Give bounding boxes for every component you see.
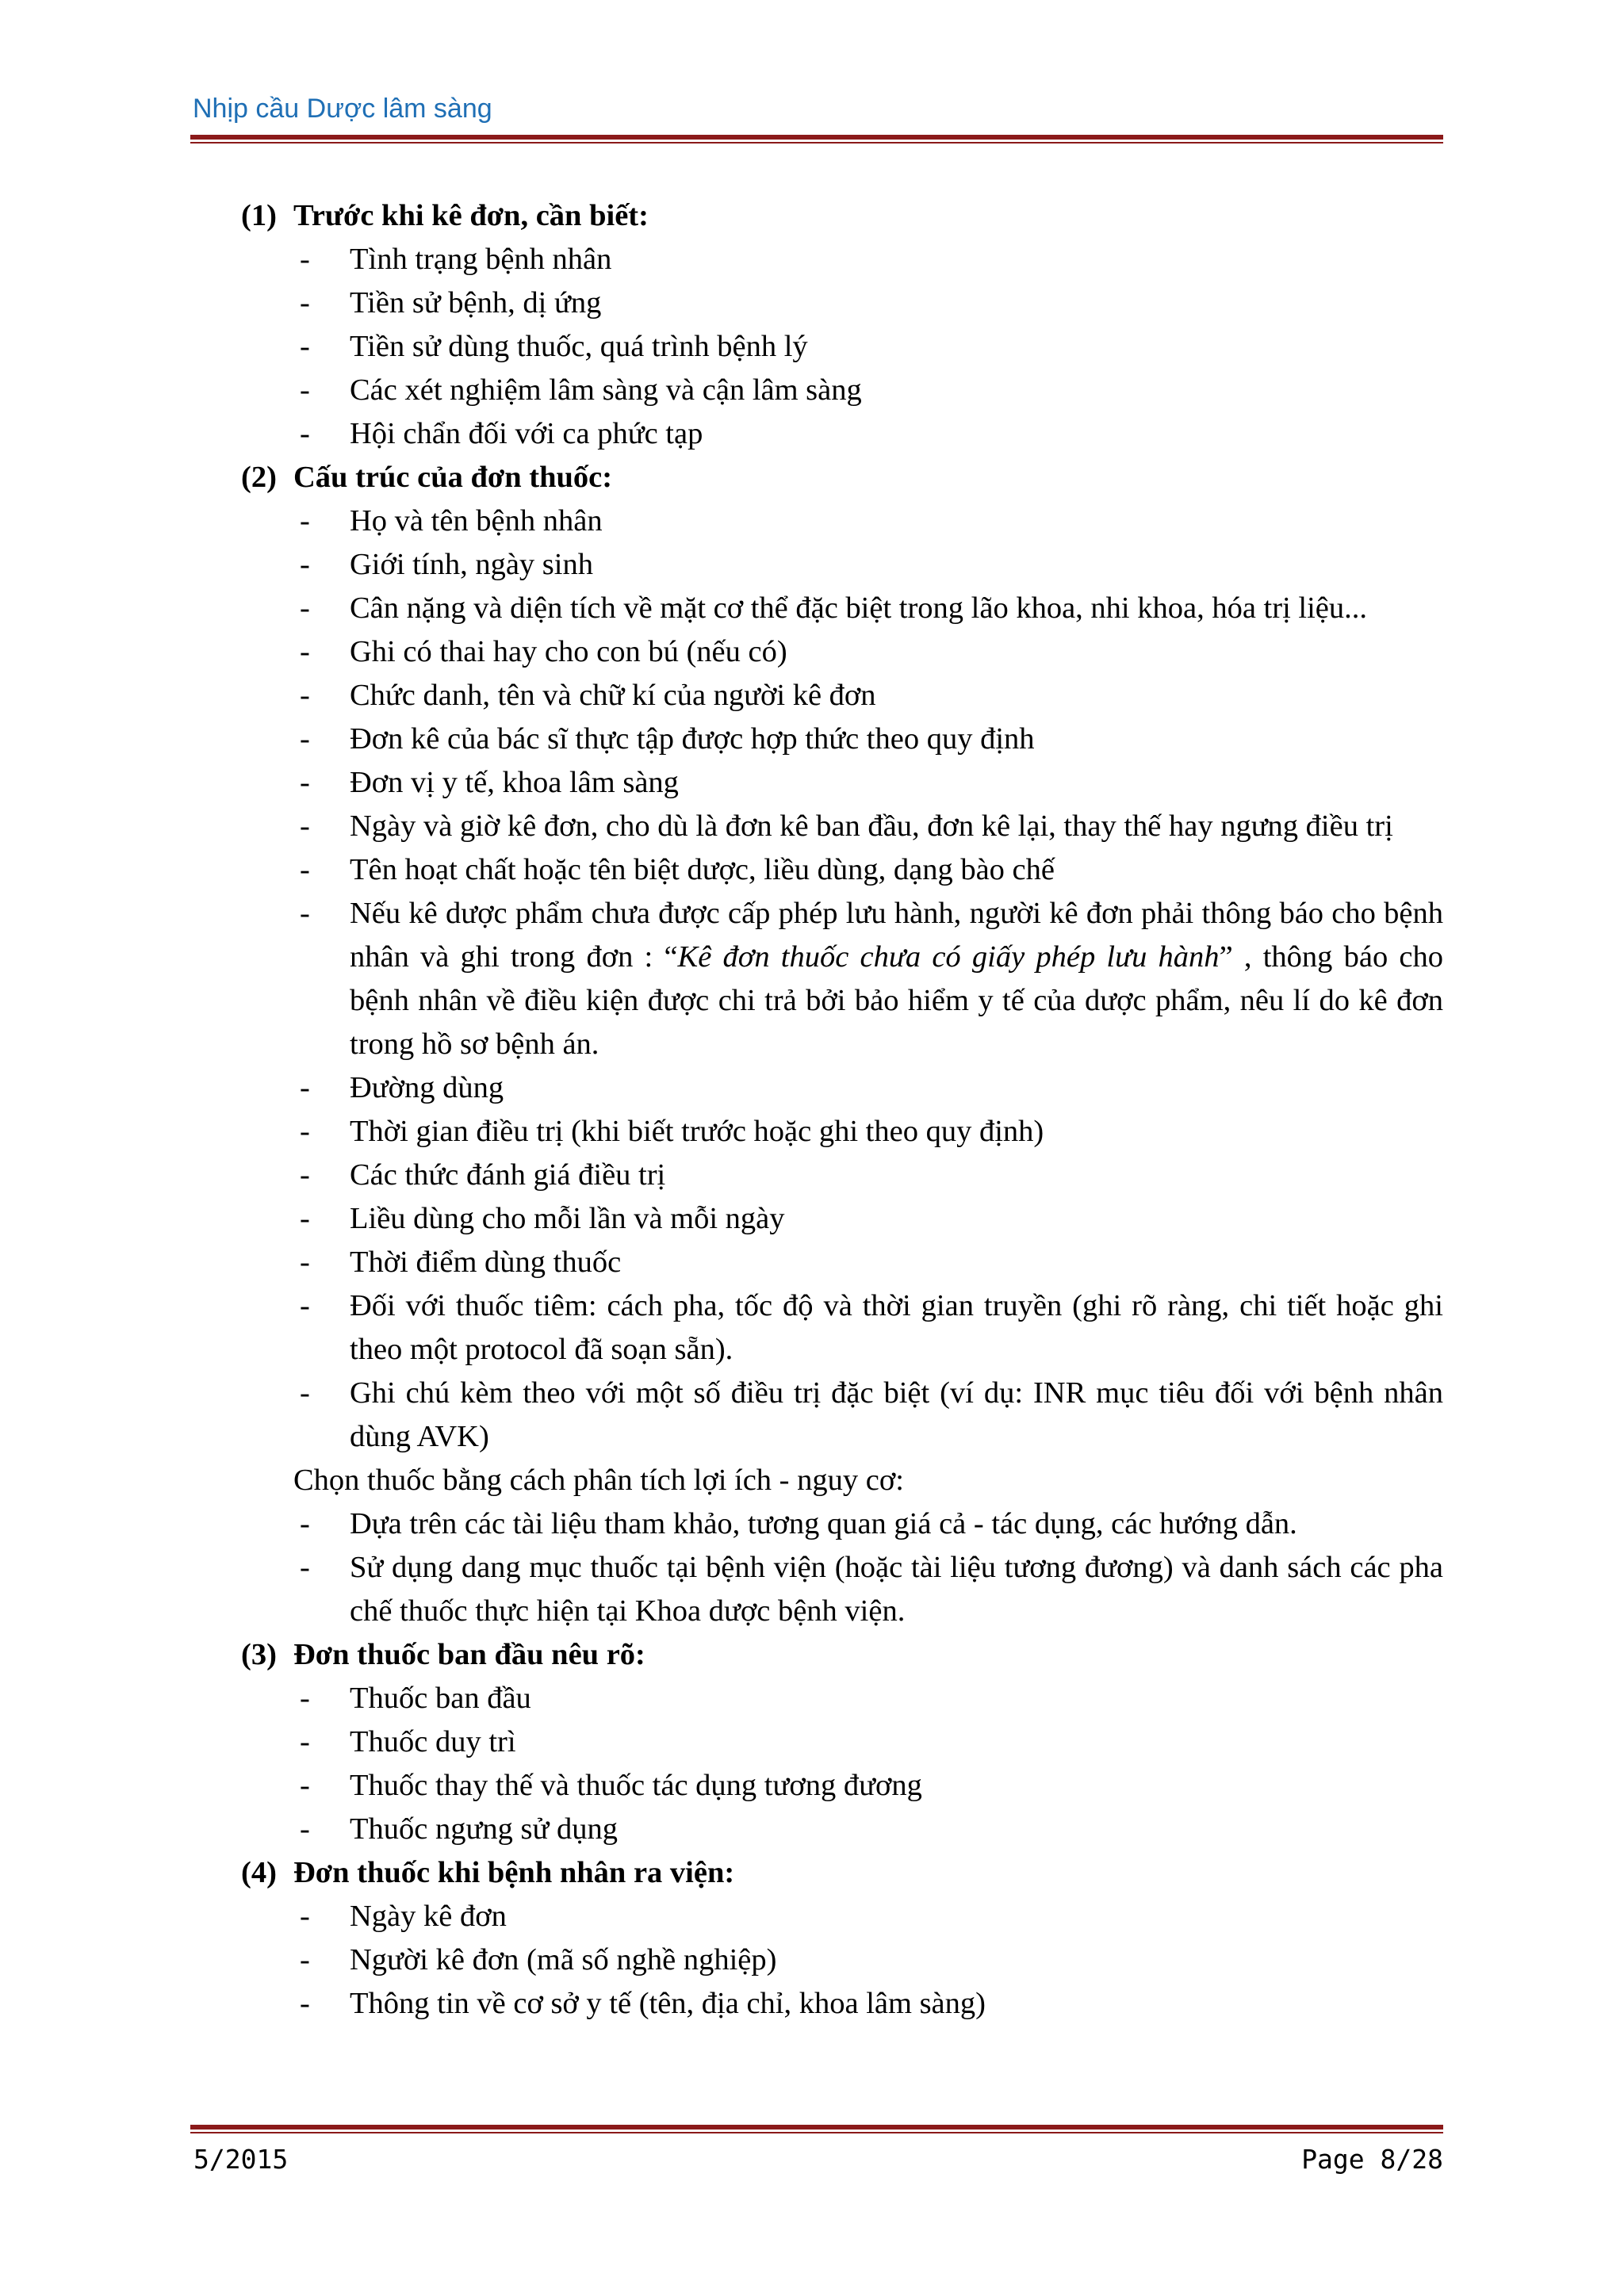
section-title: Cấu trúc của đơn thuốc: <box>293 461 613 494</box>
section-heading <box>241 456 1443 499</box>
list-item-text: Dựa trên các tài liệu tham khảo, tương quan giá cả - tác dụng, các hướng dẫn. <box>350 1507 1297 1540</box>
list-item-text-after: ” , thông báo cho bệnh nhân về điều kiện được chi trả bởi bảo hiểm y tế của dược phẩm, nêu lí do kê đơn trong hồ sơ bệnh án. <box>350 940 1443 1061</box>
list-item <box>241 761 1443 805</box>
list-item-text: Đơn vị y tế, khoa lâm sàng <box>350 766 679 799</box>
list-item-text: Tên hoạt chất hoặc tên biệt dược, liều dùng, dạng bào chế <box>350 853 1055 886</box>
section-title: Trước khi kê đơn, cần biết: <box>293 199 649 232</box>
list-item-text: Thông tin về cơ sở y tế (tên, địa chỉ, khoa lâm sàng) <box>350 1987 986 2020</box>
bullet-dash: - <box>300 1376 310 1410</box>
list-item-text: Đơn kê của bác sĩ thực tập được hợp thức theo quy định <box>350 722 1035 756</box>
list-item-text: Ngày kê đơn <box>350 1900 507 1933</box>
bullet-dash: - <box>300 679 310 712</box>
list-item <box>241 674 1443 718</box>
bullet-dash: - <box>300 1071 310 1104</box>
footer-rule <box>190 2125 1443 2133</box>
list-item <box>241 587 1443 630</box>
bullet-dash: - <box>300 897 310 930</box>
section-heading <box>241 1633 1443 1677</box>
bullet-dash: - <box>300 1682 310 1715</box>
bullet-dash: - <box>300 1507 310 1540</box>
list-item <box>241 1982 1443 2026</box>
list-item-text: Cân nặng và diện tích về mặt cơ thể đặc biệt trong lão khoa, nhi khoa, hóa trị liệu... <box>350 591 1368 625</box>
list-item <box>241 281 1443 325</box>
bullet-dash: - <box>300 1246 310 1279</box>
list-item <box>241 805 1443 848</box>
list-item <box>241 499 1443 543</box>
list-item-text-italic: Kê đơn thuốc chưa có giấy phép lưu hành <box>677 940 1220 974</box>
list-item <box>241 630 1443 674</box>
bullet-dash: - <box>300 1289 310 1322</box>
list-item-text: Sử dụng dang mục thuốc tại bệnh viện (hoặc tài liệu tương đương) và danh sách các pha chế thuốc thực hiện tại Khoa dược bệnh viện. <box>350 1551 1443 1628</box>
section-title: Đơn thuốc ban đầu nêu rõ: <box>293 1638 645 1671</box>
bullet-dash: - <box>300 1987 310 2020</box>
list-item-text: Tình trạng bệnh nhân <box>350 243 612 276</box>
list-item <box>241 369 1443 412</box>
list-item <box>241 1066 1443 1110</box>
bullet-dash: - <box>300 1158 310 1192</box>
list-item <box>241 1764 1443 1808</box>
bullet-dash: - <box>300 1769 310 1802</box>
list-item <box>241 848 1443 892</box>
bullet-dash: - <box>300 809 310 843</box>
bullet-dash: - <box>300 548 310 581</box>
list-item <box>241 543 1443 587</box>
bullet-dash: - <box>300 1943 310 1976</box>
list-item-text: Hội chẩn đối với ca phức tạp <box>350 417 703 450</box>
list-item <box>241 1546 1443 1633</box>
list-item-text-before: Nếu kê dược phẩm chưa được cấp phép lưu hành, người kê đơn phải thông báo cho bệnh nhân và ghi trong đơn : “ <box>350 897 1443 974</box>
list-item-text: Tiền sử bệnh, dị ứng <box>350 286 602 320</box>
section-number: (2) <box>241 461 277 494</box>
list-item-text: Thuốc ngưng sử dụng <box>350 1812 618 1846</box>
list-item-text: Người kê đơn (mã số nghề nghiệp) <box>350 1943 777 1976</box>
section-number: (3) <box>241 1638 277 1671</box>
list-item <box>241 892 1443 1066</box>
list-item-text: Thời gian điều trị (khi biết trước hoặc ghi theo quy định) <box>350 1115 1044 1148</box>
list-item <box>241 1110 1443 1154</box>
bullet-dash: - <box>300 243 310 276</box>
list-item-text: Họ và tên bệnh nhân <box>350 504 603 538</box>
bullet-dash: - <box>300 1115 310 1148</box>
list-item <box>241 325 1443 369</box>
section-heading <box>241 194 1443 238</box>
bullet-dash: - <box>300 373 310 407</box>
list-item-text: Các xét nghiệm lâm sàng và cận lâm sàng <box>350 373 862 407</box>
footer-date: 5/2015 <box>193 2144 289 2175</box>
bullet-dash: - <box>300 591 310 625</box>
list-item <box>241 718 1443 761</box>
footer-page-number: Page 8/28 <box>1301 2144 1443 2175</box>
list-item <box>241 1284 1443 1372</box>
bullet-dash: - <box>300 286 310 320</box>
list-item-text: Liều dùng cho mỗi lần và mỗi ngày <box>350 1202 785 1235</box>
bullet-dash: - <box>300 1725 310 1758</box>
list-item <box>241 1808 1443 1851</box>
bullet-dash: - <box>300 1812 310 1846</box>
list-item <box>241 1720 1443 1764</box>
bullet-dash: - <box>300 1202 310 1235</box>
list-item-text: Các thức đánh giá điều trị <box>350 1158 666 1192</box>
list-item-text: Ghi chú kèm theo với một số điều trị đặc biệt (ví dụ: INR mục tiêu đối với bệnh nhân dùng AVK) <box>350 1376 1443 1453</box>
bullet-dash: - <box>300 417 310 450</box>
list-item-text: Thuốc ban đầu <box>350 1682 531 1715</box>
section-subtext: Chọn thuốc bằng cách phân tích lợi ích - nguy cơ: <box>293 1464 904 1497</box>
list-item-text: Ghi có thai hay cho con bú (nếu có) <box>350 635 787 668</box>
list-item <box>241 1502 1443 1546</box>
bullet-dash: - <box>300 635 310 668</box>
bullet-dash: - <box>300 330 310 363</box>
bullet-dash: - <box>300 1551 310 1584</box>
list-item <box>241 1372 1443 1459</box>
list-item-text: Thuốc thay thế và thuốc tác dụng tương đương <box>350 1769 922 1802</box>
list-item-text: Thời điểm dùng thuốc <box>350 1246 622 1279</box>
list-item <box>241 1154 1443 1197</box>
section-number: (1) <box>241 199 277 232</box>
list-item <box>241 1197 1443 1241</box>
list-item <box>241 412 1443 456</box>
list-item <box>241 238 1443 281</box>
bullet-dash: - <box>300 766 310 799</box>
list-item-text: Đường dùng <box>350 1071 504 1104</box>
list-item-text: Đối với thuốc tiêm: cách pha, tốc độ và thời gian truyền (ghi rõ ràng, chi tiết hoặc ghi theo một protocol đã soạn sẵn). <box>350 1289 1443 1366</box>
section-number: (4) <box>241 1856 277 1889</box>
list-item <box>241 1895 1443 1938</box>
document-body <box>241 194 1443 2026</box>
list-item <box>241 1938 1443 1982</box>
list-item <box>241 1677 1443 1720</box>
list-item-text: Tiền sử dùng thuốc, quá trình bệnh lý <box>350 330 808 363</box>
section-title: Đơn thuốc khi bệnh nhân ra viện: <box>293 1856 735 1889</box>
bullet-dash: - <box>300 722 310 756</box>
list-item <box>241 1241 1443 1284</box>
bullet-dash: - <box>300 853 310 886</box>
bullet-dash: - <box>300 1900 310 1933</box>
header-rule <box>190 135 1443 144</box>
section-heading <box>241 1851 1443 1895</box>
list-item-text: Thuốc duy trì <box>350 1725 516 1758</box>
list-item-text: Giới tính, ngày sinh <box>350 548 593 581</box>
bullet-dash: - <box>300 504 310 538</box>
header-title: Nhịp cầu Dược lâm sàng <box>193 94 492 124</box>
list-item-text: Chức danh, tên và chữ kí của người kê đơn <box>350 679 876 712</box>
list-item-text: Ngày và giờ kê đơn, cho dù là đơn kê ban đầu, đơn kê lại, thay thế hay ngưng điều trị <box>350 809 1393 843</box>
